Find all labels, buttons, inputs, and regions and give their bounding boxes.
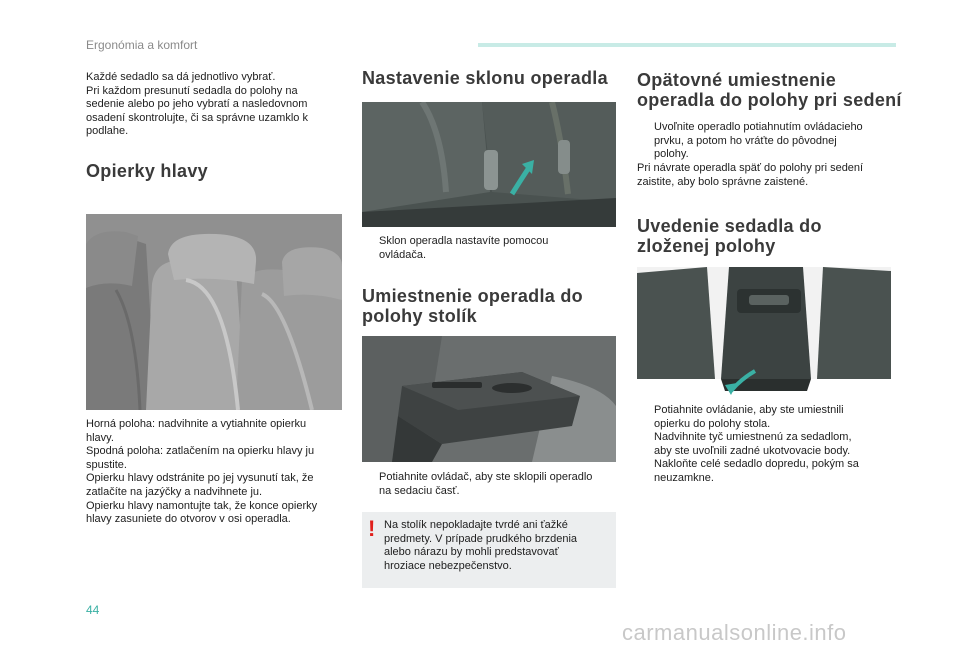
heading-line: Opätovné umiestnenie [637, 70, 837, 90]
heading-line: operadla do polohy pri sedení [637, 90, 902, 110]
text-line: Nakloňte celé sedadlo dopredu, pokým sa [654, 458, 859, 471]
text-line: aby ste uvoľnili zadné ukotvovacie body. [654, 444, 851, 457]
text-line: hlavy zasuniete do otvorov v osi operadla. [86, 513, 291, 526]
text-line: Horná poloha: nadvihnite a vytiahnite opierku [86, 418, 307, 430]
text-line: opierku do polohy stola. [654, 417, 771, 430]
list-item [637, 121, 895, 162]
heading-table-position [362, 286, 583, 326]
heading-line: zloženej polohy [637, 236, 776, 256]
list-item [637, 404, 895, 431]
page-number: 44 [86, 603, 100, 617]
text-line: Potiahnite ovládač, aby ste sklopili operadlo [379, 471, 593, 483]
text-line: zaistite, aby bolo správne zaistené. [637, 175, 809, 188]
text-line: Nadvihnite tyč umiestnenú za sedadlom, [654, 431, 852, 444]
text-line: sedenie alebo po jeho vybratí a nasledovnom [86, 98, 308, 111]
headrests-illustration [86, 214, 342, 410]
heading-headrests: Opierky hlavy [86, 161, 208, 181]
heading-line: Uvedenie sedadla do [637, 216, 822, 236]
section-label: Ergonómia a komfort [86, 38, 198, 52]
text-line: hlavy. [86, 431, 114, 444]
text-line: na sedaciu časť. [379, 484, 460, 497]
list-item [637, 458, 895, 485]
heading-fold [637, 216, 822, 256]
text-line: Sklon operadla nastavíte pomocou [379, 235, 549, 247]
table-position-bullets [362, 471, 616, 498]
heading-line: polohy stolík [362, 306, 477, 326]
text-line: Opierku hlavy odstránite po jej vysunutí tak, že [86, 472, 314, 485]
text-line: spustite. [86, 458, 127, 471]
heading-reposition [637, 70, 902, 110]
text-line: osadení skontrolujte, či sa správne uzamklo k [86, 111, 308, 124]
text-line: Pri každom presunutí sedadla do polohy na [86, 84, 298, 97]
backrest-angle-illustration [362, 102, 616, 227]
list-item [637, 431, 895, 458]
text-line: Opierku hlavy namontujte tak, že konce opierky [86, 499, 318, 512]
text-line: Každé sedadlo sa dá jednotlivo vybrať. [86, 71, 276, 83]
reposition-paragraph [637, 162, 897, 189]
heading-backrest-angle: Nastavenie sklonu operadla [362, 68, 608, 88]
text-line: Pri návrate operadla späť do polohy pri sedení [637, 162, 864, 174]
fold-bullets [637, 404, 895, 486]
heading-line: Umiestnenie operadla do [362, 286, 583, 306]
headrests-paragraph [86, 418, 346, 527]
text-line: Potiahnite ovládanie, aby ste umiestnili [654, 404, 844, 416]
text-line: Spodná poloha: zatlačením na opierku hlavy ju [86, 445, 315, 458]
text-line: hroziace nebezpečenstvo. [384, 559, 512, 572]
warning-box [362, 512, 616, 588]
text-line: Na stolík nepokladajte tvrdé ani ťažké [384, 519, 568, 531]
warning-icon: ! [368, 516, 376, 541]
intro-paragraph [86, 71, 346, 139]
fold-illustration [637, 267, 891, 397]
backrest-angle-bullets [362, 235, 616, 262]
text-line: predmety. V prípade prudkého brzdenia [384, 532, 578, 545]
text-line: polohy. [654, 148, 689, 161]
list-item [362, 235, 616, 262]
text-line: prvku, a potom ho vráťte do pôvodnej [654, 134, 837, 147]
text-line: zatlačíte na jazýčky a nadvihnete ju. [86, 485, 263, 498]
text-line: alebo nárazu by mohli predstavovať [384, 546, 559, 559]
text-line: neuzamkne. [654, 471, 714, 484]
warning-text [384, 519, 610, 573]
text-line: podlahe. [86, 125, 129, 138]
header-accent-bar [478, 43, 896, 47]
reposition-bullets [637, 121, 895, 162]
text-line: Uvoľnite operadlo potiahnutím ovládacieho [654, 121, 863, 133]
list-item [362, 471, 616, 498]
text-line: ovládača. [379, 248, 427, 261]
watermark: carmanualsonline.info [622, 620, 847, 645]
table-position-illustration [362, 336, 616, 462]
